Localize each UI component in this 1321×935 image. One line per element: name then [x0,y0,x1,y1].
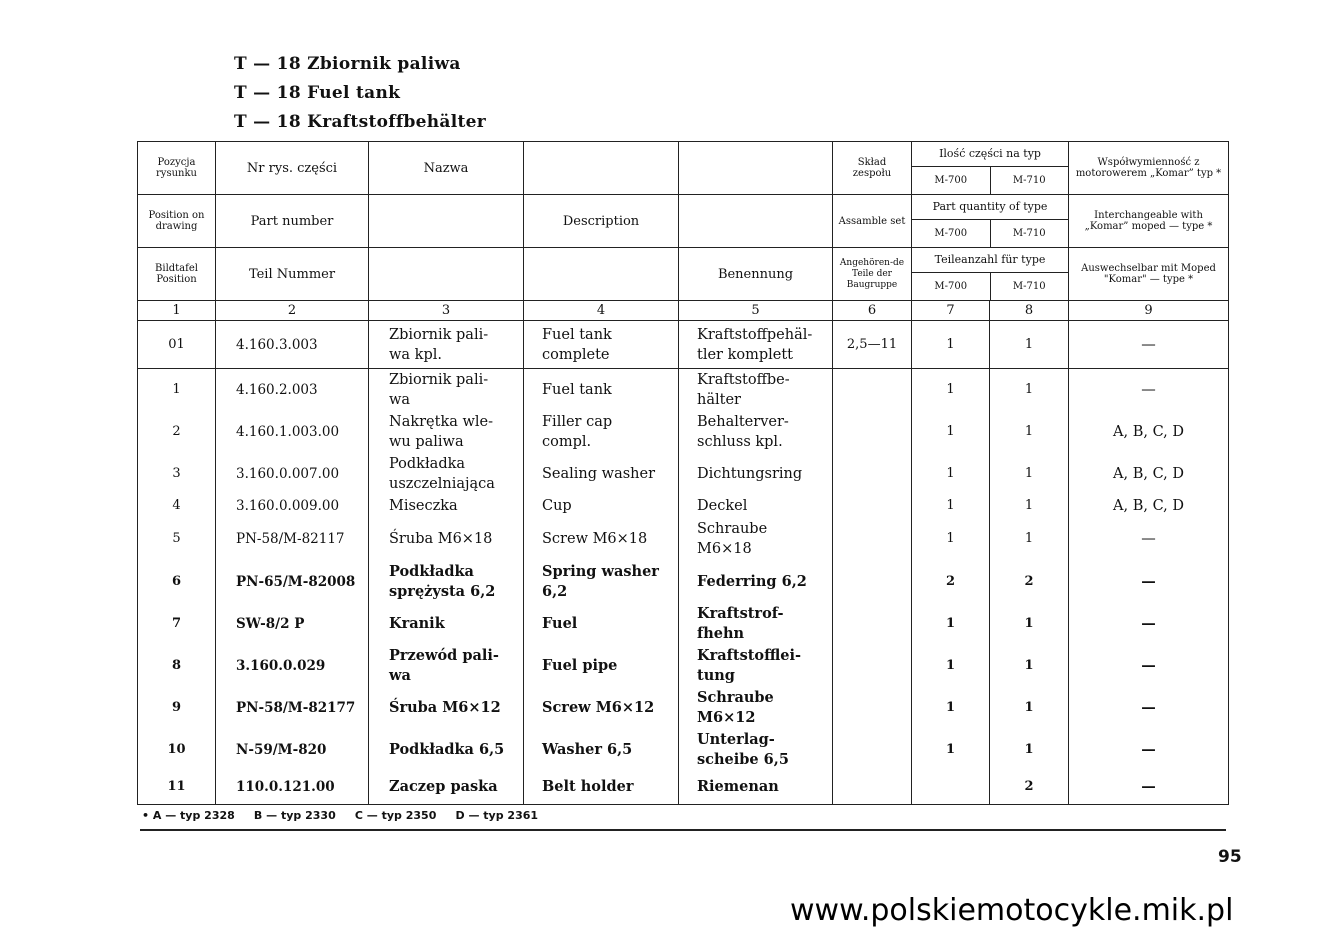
cell-pos: 11 [138,771,216,805]
cell-pos: 6 [138,561,216,603]
cell-q700 [912,771,990,805]
table-row [138,603,1229,645]
cell-q710: 1 [990,603,1069,645]
colnum: 3 [369,301,524,321]
cell-de: Kraftstoffpehäl- tler komplett [679,321,833,369]
colnum: 6 [833,301,912,321]
cell-pos: 4 [138,495,216,517]
cell-en: Screw M6×18 [524,517,679,561]
hdr-pos-pl: Pozycja rysunku [138,142,216,195]
hdr-name-pl: Nazwa [369,142,524,195]
cell-q700: 1 [912,369,990,411]
cell-q710: 1 [990,411,1069,453]
cell-pos: 8 [138,645,216,687]
cell-pos: 3 [138,453,216,495]
cell-q700: 1 [912,517,990,561]
cell-set [833,369,912,411]
cell-part: 3.160.0.007.00 [216,453,369,495]
website-url: www.polskiemotocykle.mik.pl [790,893,1234,928]
cell-en: Spring washer 6,2 [524,561,679,603]
colnum: 5 [679,301,833,321]
hdr-pos-en: Position on drawing [138,195,216,248]
hdr-set-en: Assamble set [833,195,912,248]
hdr-empty-4 [524,142,679,195]
cell-de: Kraftstrof- fhehn [679,603,833,645]
table-row [138,729,1229,771]
colnum: 4 [524,301,679,321]
cell-q700: 1 [912,321,990,369]
cell-pl: Zbiornik pali- wa [369,369,524,411]
cell-de: Deckel [679,495,833,517]
cell-en: Washer 6,5 [524,729,679,771]
cell-pl: Podkładka uszczelniająca [369,453,524,495]
cell-set [833,687,912,729]
colnum: 9 [1069,301,1229,321]
hdr-empty-3en [369,195,524,248]
hdr-bene-de: Benennung [679,248,833,301]
cell-set [833,561,912,603]
table-row [138,517,1229,561]
hdr-empty-5en [679,195,833,248]
cell-en: Fuel tank complete [524,321,679,369]
cell-inter: — [1069,771,1229,805]
cell-set: 2,5—11 [833,321,912,369]
cell-inter: — [1069,729,1229,771]
cell-inter: — [1069,561,1229,603]
cell-q710: 1 [990,321,1069,369]
cell-de: Kraftstofflei- tung [679,645,833,687]
cell-pl: Podkładka 6,5 [369,729,524,771]
hdr-qty-de-label: Teileanzahl für type [912,248,1068,273]
table-row [138,645,1229,687]
cell-en: Screw M6×12 [524,687,679,729]
hdr-m700-pl: M-700 [912,167,991,194]
cell-pos: 7 [138,603,216,645]
hdr-m710-pl: M-710 [1012,175,1046,186]
cell-part: PN-58/M-82177 [216,687,369,729]
cell-pos: 5 [138,517,216,561]
hdr-qty-en [912,195,1069,248]
hdr-empty-3de [369,248,524,301]
cell-en: Cup [524,495,679,517]
cell-q700: 1 [912,453,990,495]
cell-pl: Podkładka sprężysta 6,2 [369,561,524,603]
cell-de: Riemenan [679,771,833,805]
cell-part: 4.160.1.003.00 [216,411,369,453]
cell-de: Schraube M6×18 [679,517,833,561]
cell-q700: 1 [912,687,990,729]
table-row [138,771,1229,805]
hdr-set-de: Angehören-de Teile der Baugruppe [833,248,912,301]
table-row [138,561,1229,603]
cell-en: Fuel tank [524,369,679,411]
cell-q700: 1 [912,645,990,687]
cell-de: Unterlag- scheibe 6,5 [679,729,833,771]
bottom-rule [140,829,1226,831]
cell-set [833,453,912,495]
hdr-qty-pl [912,142,1069,195]
cell-pl: Miseczka [369,495,524,517]
cell-en: Fuel pipe [524,645,679,687]
cell-part: SW-8/2 P [216,603,369,645]
cell-inter: — [1069,321,1229,369]
hdr-inter-en: Interchangeable with „Komar” moped — type * [1069,195,1229,248]
cell-pos: 2 [138,411,216,453]
cell-q700: 1 [912,729,990,771]
cell-q700: 1 [912,603,990,645]
cell-q710: 1 [990,517,1069,561]
cell-part: 3.160.0.029 [216,645,369,687]
hdr-qty-de [912,248,1069,301]
cell-set [833,411,912,453]
cell-q710: 1 [990,453,1069,495]
cell-inter: A, B, C, D [1069,495,1229,517]
hdr-m710-en: M-710 [1012,228,1046,239]
cell-en: Filler cap compl. [524,411,679,453]
cell-q700: 1 [912,495,990,517]
cell-pos: 01 [138,321,216,369]
cell-set [833,517,912,561]
table-row [138,411,1229,453]
hdr-m700-de: M-700 [912,273,991,300]
hdr-empty-5 [679,142,833,195]
cell-set [833,771,912,805]
cell-inter: A, B, C, D [1069,411,1229,453]
cell-de: Dichtungsring [679,453,833,495]
cell-q710: 2 [990,771,1069,805]
cell-inter: A, B, C, D [1069,453,1229,495]
cell-set [833,645,912,687]
cell-set [833,495,912,517]
colnum: 1 [138,301,216,321]
cell-q710: 1 [990,645,1069,687]
table-row [138,321,1229,369]
cell-q710: 1 [990,369,1069,411]
cell-pl: Zaczep paska [369,771,524,805]
type-footnote: • A — typ 2328 B — typ 2330 C — typ 2350 D — typ 2361 [142,809,539,822]
table-row [138,453,1229,495]
page-number: 95 [1218,847,1242,867]
cell-part: PN-58/M-82117 [216,517,369,561]
hdr-m710-de: M-710 [1012,281,1046,292]
cell-q710: 1 [990,729,1069,771]
title-de: T — 18 Kraftstoffbehälter [234,112,487,132]
hdr-inter-de: Auswechselbar mit Moped "Komar" — type * [1069,248,1229,301]
cell-inter: — [1069,603,1229,645]
cell-set [833,729,912,771]
hdr-empty-4de [524,248,679,301]
cell-pl: Kranik [369,603,524,645]
cell-q710: 1 [990,495,1069,517]
cell-pl: Nakrętka wle- wu paliwa [369,411,524,453]
column-numbers-row [138,301,1229,321]
cell-part: PN-65/M-82008 [216,561,369,603]
cell-inter: — [1069,687,1229,729]
hdr-set-pl: Skład zespołu [833,142,912,195]
cell-part: 4.160.2.003 [216,369,369,411]
hdr-qty-pl-label: Ilość części na typ [912,142,1068,167]
hdr-part-en: Part number [216,195,369,248]
hdr-part-pl: Nr rys. części [216,142,369,195]
cell-q700: 1 [912,411,990,453]
cell-part: 110.0.121.00 [216,771,369,805]
cell-de: Kraftstoffbe- hälter [679,369,833,411]
hdr-part-de: Teil Nummer [216,248,369,301]
cell-de: Federring 6,2 [679,561,833,603]
hdr-inter-pl: Współwymienność z motorowerem „Komar” typ * [1069,142,1229,195]
cell-pl: Zbiornik pali- wa kpl. [369,321,524,369]
cell-en: Sealing washer [524,453,679,495]
title-en: T — 18 Fuel tank [234,83,401,103]
colnum: 7 [912,301,990,321]
hdr-qty-en-label: Part quantity of type [912,195,1068,220]
cell-part: 4.160.3.003 [216,321,369,369]
hdr-m700-en: M-700 [912,220,991,247]
cell-pos: 1 [138,369,216,411]
cell-q710: 1 [990,687,1069,729]
title-pl: T — 18 Zbiornik paliwa [234,54,461,74]
colnum: 2 [216,301,369,321]
hdr-pos-de: Bildtafel Position [138,248,216,301]
parts-rows [138,321,1229,805]
cell-pl: Śruba M6×18 [369,517,524,561]
cell-pos: 9 [138,687,216,729]
cell-de: Schraube M6×12 [679,687,833,729]
parts-table [137,141,1229,805]
cell-set [833,603,912,645]
hdr-desc-en: Description [524,195,679,248]
cell-en: Belt holder [524,771,679,805]
cell-pl: Przewód pali- wa [369,645,524,687]
table-row [138,687,1229,729]
table-row [138,495,1229,517]
cell-pl: Śruba M6×12 [369,687,524,729]
page-titles [234,50,486,137]
cell-inter: — [1069,369,1229,411]
cell-q710: 2 [990,561,1069,603]
cell-inter: — [1069,517,1229,561]
cell-en: Fuel [524,603,679,645]
table-row [138,369,1229,411]
cell-inter: — [1069,645,1229,687]
cell-pos: 10 [138,729,216,771]
cell-part: N-59/M-820 [216,729,369,771]
cell-q700: 2 [912,561,990,603]
colnum: 8 [990,301,1069,321]
cell-de: Behalterver- schluss kpl. [679,411,833,453]
cell-part: 3.160.0.009.00 [216,495,369,517]
